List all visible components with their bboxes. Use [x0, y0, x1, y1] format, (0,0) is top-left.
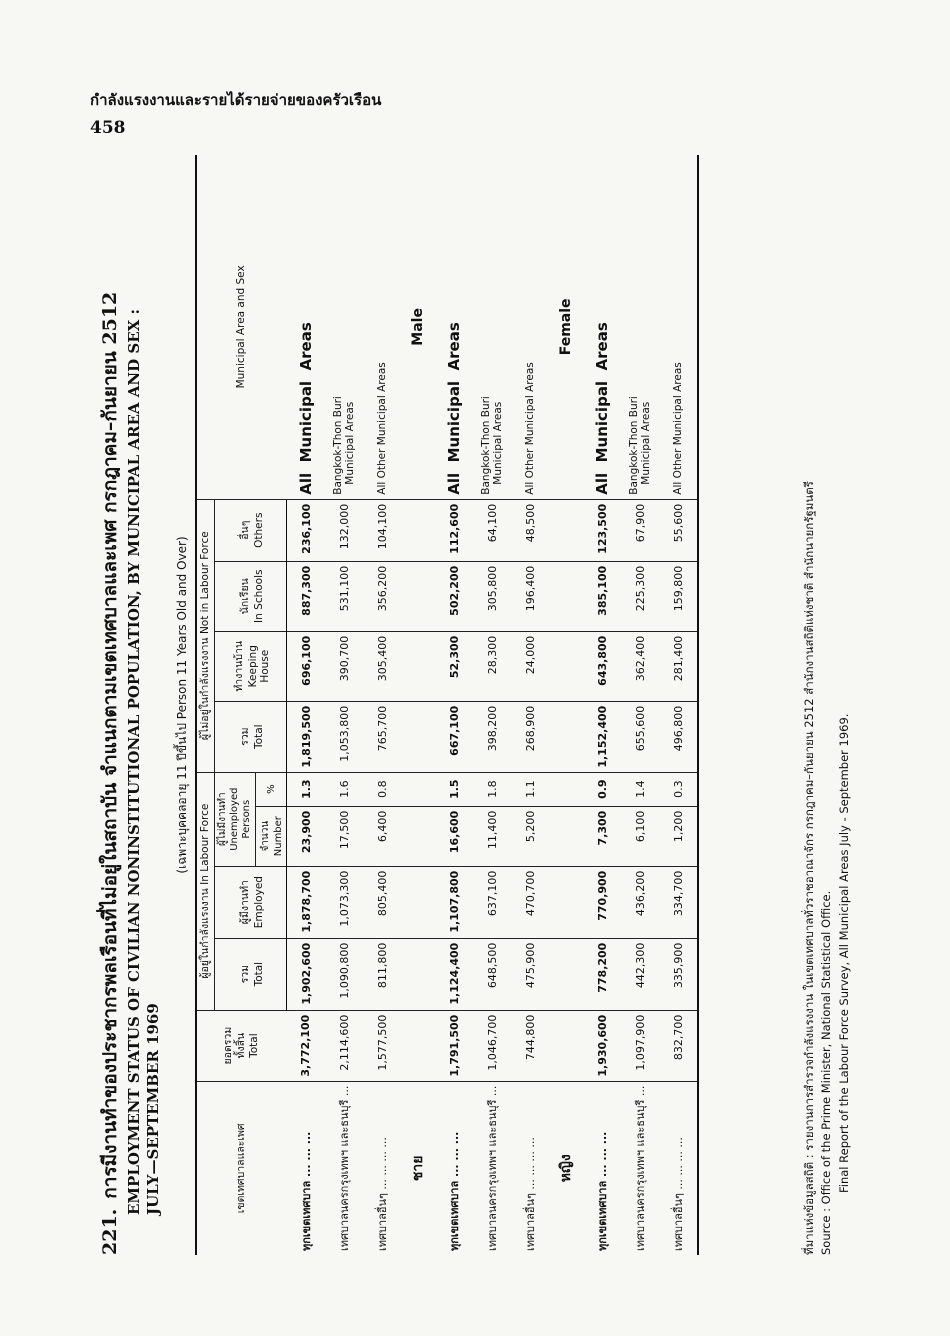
cell-employed: 436,200: [621, 866, 659, 938]
header-area-english: Municipal Area and Sex: [196, 155, 287, 499]
cell-employed: 470,700: [511, 866, 549, 938]
row-label-english: Bangkok-Thon Buri Municipal Areas: [621, 155, 659, 499]
row-label-english: All Municipal Areas: [287, 155, 326, 499]
cell-pct: 0.9: [583, 772, 621, 806]
cell-others: 123,500: [583, 499, 621, 561]
cell-pct: 1.3: [287, 772, 326, 806]
cell-employed: 637,100: [473, 866, 511, 938]
cell-total: 1,577,500: [363, 1010, 401, 1081]
running-header: กำลังแรงงานและรายได้รายจ่ายของครัวเรือน: [90, 91, 382, 109]
section-empty-cell: [401, 772, 435, 806]
section-empty-cell: [549, 1010, 583, 1081]
table-title-thai: การมีงานทำของประชากรพลเรือนที่ไม่อยู่ในสถาบัน จำแนกตามเขตเทศบาลและเพศ กรกฎาคม–กันยายน 2512: [99, 291, 121, 1199]
section-row: [549, 155, 583, 1255]
cell-schools: 225,300: [621, 561, 659, 631]
cell-nlf-total: 655,600: [621, 701, 659, 772]
section-empty-cell: [549, 701, 583, 772]
row-label-english: All Municipal Areas: [435, 155, 473, 499]
cell-pct: 1.5: [435, 772, 473, 806]
section-empty-cell: [549, 499, 583, 561]
header-keeping-house: ทำงานบ้าน Keeping House: [215, 631, 287, 701]
cell-others: 104,100: [363, 499, 401, 561]
cell-lf-total: 778,200: [583, 938, 621, 1010]
header-area-thai: เขตเทศบาลและเพศ: [235, 1123, 248, 1214]
cell-employed: 770,900: [583, 866, 621, 938]
section-empty-cell: [549, 806, 583, 866]
page-number: 458: [90, 118, 126, 138]
cell-keeping: 643,800: [583, 631, 621, 701]
section-empty-cell: [401, 499, 435, 561]
row-label-thai: เทศบาลนครกรุงเทพฯ และธนบุรี ...: [634, 1085, 647, 1251]
employment-status-table: [195, 155, 699, 1255]
cell-others: 55,600: [659, 499, 698, 561]
table-title-english: EMPLOYMENT STATUS OF CIVILIAN NONINSTITUTIONAL POPULATION, BY MUNICIPAL AREA AND SEX :: [125, 308, 143, 1215]
section-empty-cell: [401, 561, 435, 631]
section-empty-cell: [549, 561, 583, 631]
header-nlf-total: รวม Total: [215, 701, 287, 772]
table-row: [287, 155, 326, 1255]
header-in-schools: นักเรียน In Schools: [215, 561, 287, 631]
cell-lf-total: 335,900: [659, 938, 698, 1010]
header-unemp-number: จำนวน Number: [256, 806, 287, 866]
row-label-thai: ทุกเขตเทศบาล ... ... ...: [596, 1131, 609, 1251]
cell-schools: 887,300: [287, 561, 326, 631]
source-english-report: Final Report of the Labour Force Survey, All Municipal Areas July - September 1969.: [837, 713, 851, 1193]
cell-nlf-total: 667,100: [435, 701, 473, 772]
table-row: [473, 155, 511, 1255]
cell-keeping: 696,100: [287, 631, 326, 701]
cell-nlf-total: 496,800: [659, 701, 698, 772]
cell-total: 1,930,600: [583, 1010, 621, 1081]
cell-schools: 356,200: [363, 561, 401, 631]
section-empty-cell: [549, 631, 583, 701]
source-english: Source : Office of the Prime Minister, National Statistical Office.: [819, 890, 833, 1255]
cell-keeping: 52,300: [435, 631, 473, 701]
table-row: [435, 155, 473, 1255]
cell-lf-total: 475,900: [511, 938, 549, 1010]
section-empty-cell: [401, 938, 435, 1010]
cell-others: 64,100: [473, 499, 511, 561]
cell-others: 132,000: [325, 499, 363, 561]
cell-nlf-total: 765,700: [363, 701, 401, 772]
row-label-thai: เทศบาลอื่นๆ ... ... ... ...: [376, 1137, 389, 1251]
cell-keeping: 281,400: [659, 631, 698, 701]
cell-keeping: 28,300: [473, 631, 511, 701]
cell-total: 2,114,600: [325, 1010, 363, 1081]
section-empty-cell: [401, 806, 435, 866]
row-label-thai: เทศบาลอื่นๆ ... ... ... ...: [659, 1081, 698, 1255]
cell-pct: 1.4: [621, 772, 659, 806]
cell-employed: 1,107,800: [435, 866, 473, 938]
row-label-thai: เทศบาลนครกรุงเทพฯ และธนบุรี ...: [486, 1085, 499, 1251]
cell-pct: 0.3: [659, 772, 698, 806]
cell-lf-total: 811,800: [363, 938, 401, 1010]
table-row: [621, 155, 659, 1255]
row-label-english: All Other Municipal Areas: [363, 155, 401, 499]
section-label-thai: ชาย: [410, 1155, 426, 1182]
cell-unemp: 23,900: [287, 806, 326, 866]
table-subtitle: (เฉพาะบุคคลอายุ 11 ปีขึ้นไป Person 11 Years Old and Over): [175, 536, 189, 874]
cell-keeping: 362,400: [621, 631, 659, 701]
header-others: อื่นๆ Others: [215, 499, 287, 561]
table-title: [95, 155, 163, 1255]
section-label-english: Female: [549, 155, 583, 499]
cell-employed: 805,400: [363, 866, 401, 938]
header-in-labour-force: ผู้อยู่ในกำลังแรงงาน In Labour Force: [196, 772, 215, 1010]
header-unemp-pct: %: [256, 772, 287, 806]
cell-schools: 305,800: [473, 561, 511, 631]
cell-lf-total: 648,500: [473, 938, 511, 1010]
table-title-english-period: JULY—SEPTEMBER 1969: [144, 1003, 162, 1215]
cell-others: 112,600: [435, 499, 473, 561]
cell-nlf-total: 398,200: [473, 701, 511, 772]
cell-keeping: 305,400: [363, 631, 401, 701]
cell-unemp: 17,500: [325, 806, 363, 866]
row-label-english: Bangkok-Thon Buri Municipal Areas: [325, 155, 363, 499]
cell-unemp: 7,300: [583, 806, 621, 866]
cell-others: 48,500: [511, 499, 549, 561]
cell-pct: 1.6: [325, 772, 363, 806]
header-total: ยอดรวม ทั้งสิ้น Total: [196, 1010, 287, 1081]
header-not-in-labour-force: ผู้ไม่อยู่ในกำลังแรงงาน Not in Labour Force: [196, 499, 215, 772]
header-employed: ผู้มีงานทำ Employed: [215, 866, 287, 938]
cell-employed: 1,073,300: [325, 866, 363, 938]
row-label-thai: ทุกเขตเทศบาล ... ... ...: [299, 1131, 313, 1251]
cell-schools: 159,800: [659, 561, 698, 631]
cell-total: 1,791,500: [435, 1010, 473, 1081]
cell-lf-total: 1,124,400: [435, 938, 473, 1010]
cell-schools: 502,200: [435, 561, 473, 631]
cell-pct: 0.8: [363, 772, 401, 806]
cell-unemp: 6,100: [621, 806, 659, 866]
cell-total: 1,046,700: [473, 1010, 511, 1081]
cell-pct: 1.1: [511, 772, 549, 806]
cell-total: 1,097,900: [621, 1010, 659, 1081]
cell-pct: 1.8: [473, 772, 511, 806]
row-label-thai: เทศบาลอื่นๆ ... ... ... ...: [524, 1137, 537, 1251]
cell-total: 744,800: [511, 1010, 549, 1081]
cell-schools: 531,100: [325, 561, 363, 631]
row-label-english: All Other Municipal Areas: [659, 155, 698, 499]
cell-unemp: 1,200: [659, 806, 698, 866]
cell-lf-total: 1,902,600: [287, 938, 326, 1010]
table-row: [511, 155, 549, 1255]
row-label-english: All Municipal Areas: [583, 155, 621, 499]
row-label-english: Bangkok-Thon Buri Municipal Areas: [473, 155, 511, 499]
section-row: [401, 155, 435, 1255]
cell-total: 832,700: [659, 1010, 698, 1081]
cell-unemp: 16,600: [435, 806, 473, 866]
section-empty-cell: [401, 631, 435, 701]
cell-nlf-total: 1,819,500: [287, 701, 326, 772]
table-row: [325, 155, 363, 1255]
header-unemployed: ผู้ไม่มีงานทำ Unemployed Persons: [215, 772, 256, 866]
row-label-thai: เทศบาลนครกรุงเทพฯ และธนบุรี ...: [338, 1085, 351, 1251]
table-number: 221.: [99, 1208, 121, 1255]
rotated-table-block: [95, 155, 885, 1255]
cell-employed: 1,878,700: [287, 866, 326, 938]
section-label-thai: หญิง: [558, 1154, 574, 1183]
table-row: [659, 155, 698, 1255]
row-label-thai: ทุกเขตเทศบาล ... ... ...: [448, 1131, 461, 1251]
cell-nlf-total: 1,152,400: [583, 701, 621, 772]
table-row: [583, 155, 621, 1255]
cell-unemp: 6,400: [363, 806, 401, 866]
cell-total: 3,772,100: [287, 1010, 326, 1081]
cell-nlf-total: 268,900: [511, 701, 549, 772]
section-empty-cell: [549, 866, 583, 938]
section-empty-cell: [401, 1010, 435, 1081]
source-thai: ที่มาแห่งข้อมูลสถิติ : รายงานการสำรวจกำลังแรงงาน ในเขตเทศบาลทั่วราชอาณาจักร กรกฎาคม–กันยายน 2512 สำนักงานสถิติแห่งชาติ สำนักนายกรัฐมนตรี: [802, 481, 816, 1255]
section-empty-cell: [401, 866, 435, 938]
cell-keeping: 24,000: [511, 631, 549, 701]
cell-unemp: 11,400: [473, 806, 511, 866]
cell-keeping: 390,700: [325, 631, 363, 701]
header-lf-total: รวม Total: [215, 938, 287, 1010]
cell-others: 236,100: [287, 499, 326, 561]
section-empty-cell: [549, 772, 583, 806]
cell-others: 67,900: [621, 499, 659, 561]
section-empty-cell: [401, 701, 435, 772]
cell-lf-total: 442,300: [621, 938, 659, 1010]
section-empty-cell: [549, 938, 583, 1010]
row-label-english: All Other Municipal Areas: [511, 155, 549, 499]
cell-nlf-total: 1,053,800: [325, 701, 363, 772]
cell-unemp: 5,200: [511, 806, 549, 866]
cell-employed: 334,700: [659, 866, 698, 938]
table-row: [363, 155, 401, 1255]
cell-schools: 385,100: [583, 561, 621, 631]
section-label-english: Male: [401, 155, 435, 499]
cell-schools: 196,400: [511, 561, 549, 631]
cell-lf-total: 1,090,800: [325, 938, 363, 1010]
